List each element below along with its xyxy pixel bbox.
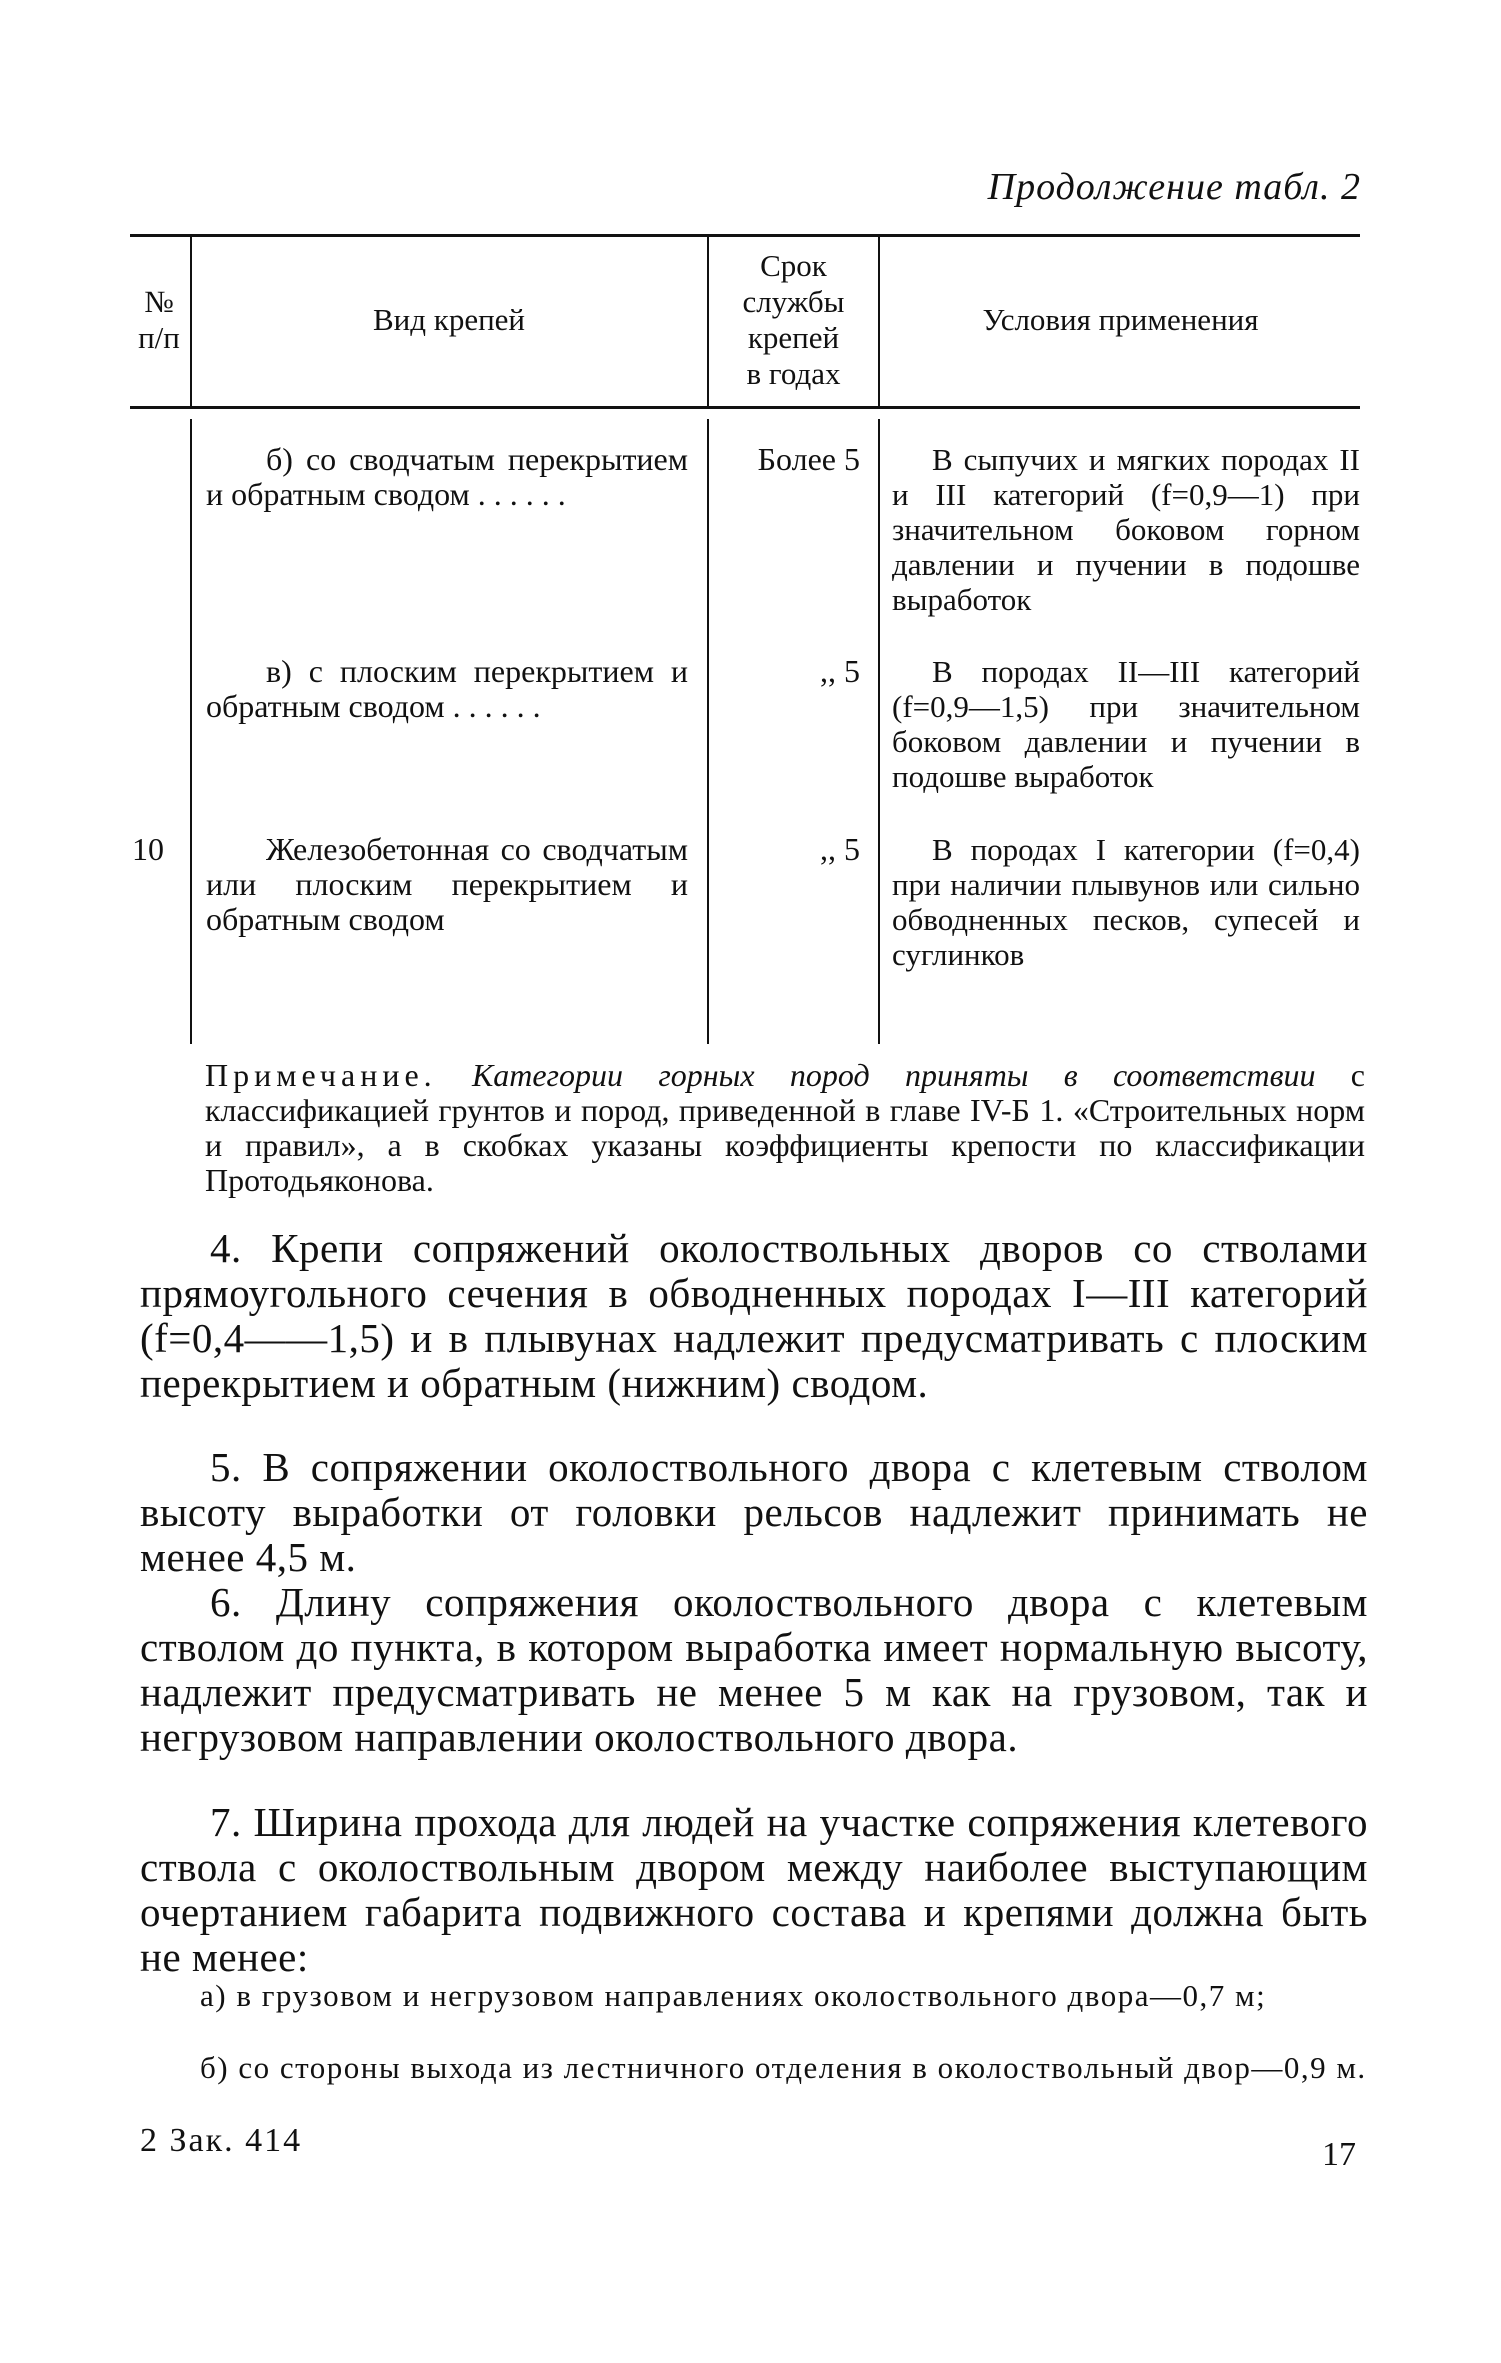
paragraph-4: 4. Крепи сопряжений околоствольных дворов со стволами прямоугольного сечения в обводненных породах I—III категорий (f=0,4——1,5) и в плывунах надлежит предусматривать с плоским перекрытием и обратным (нижним) сводом. — [140, 1225, 1368, 1406]
header-num: № п/п — [138, 284, 180, 355]
paragraph-6: 6. Длину сопряжения околоствольного двора с клетевым стволом до пункта, в котором выработка имеет нормальную высоту, надлежит предусматривать не менее 5 м как на грузовом, так и негрузовом направлении околоствольного двора. — [140, 1579, 1368, 1760]
paragraph-7: 7. Ширина прохода для людей на участке сопряжения клетевого ствола с околоствольным двором между наиболее выступающим очертанием габарита подвижного состава и крепями должна быть не менее: — [140, 1799, 1368, 1980]
footer-order-number: 2 Зак. 414 — [140, 2122, 303, 2159]
table-header-rule — [130, 406, 1360, 409]
column-divider — [878, 234, 880, 406]
row-kind: в) с плоским перекрытием и обратным сводом . . . . . . — [206, 653, 688, 724]
column-divider — [707, 234, 709, 406]
table-note — [205, 1058, 1365, 1198]
subitem-b: б) со стороны выхода из лестничного отделения в околоствольный двор—0,9 м. — [200, 2050, 1367, 2085]
note-label: Примечание. — [205, 1057, 437, 1093]
row-kind: Железобетонная со сводчатым или плоским перекрытием и обратным сводом — [206, 831, 688, 937]
row-num: 10 — [132, 831, 164, 867]
row-conditions: В сыпучих и мягких породах II и III категорий (f=0,9—1) при значительном боковом горном давлении и пучении в подошве выработок — [892, 442, 1360, 617]
row-conditions: В породах II—III категорий (f=0,9—1,5) при значительном боковом давлении и пучении в подошве выработок — [892, 654, 1360, 794]
note-text: с классификацией грунтов и пород, приведенной в главе IV-Б 1. «Строительных норм и правил», а в скобках указаны коэффициенты крепости по классификации Протодьяконова. — [205, 1057, 1365, 1198]
row-kind: б) со сводчатым перекрытием и обратным сводом . . . . . . — [206, 441, 688, 512]
row-conditions: В породах I категории (f=0,4) при наличии плывунов или сильно обводненных песков, супесей и суглинков — [892, 832, 1360, 972]
row-term: ,, 5 — [820, 653, 860, 689]
row-term: Более 5 — [757, 441, 860, 477]
column-divider — [190, 419, 192, 1044]
paragraph-5: 5. В сопряжении околоствольного двора с клетевым стволом высоту выработки от головки рельсов надлежит принимать не менее 4,5 м. — [140, 1444, 1368, 1580]
header-term: Срок службы крепей в годах — [742, 248, 845, 391]
header-conditions: Условия применения — [982, 302, 1259, 337]
header-kind: Вид крепей — [372, 302, 526, 337]
subitem-a: а) в грузовом и негрузовом направлениях околоствольного двора—0,7 м; — [200, 1978, 1267, 2013]
table-continuation-caption: Продолжение табл. 2 — [987, 166, 1361, 208]
note-italic-text: Категории горных пород приняты в соответствии — [471, 1057, 1316, 1093]
column-divider — [878, 419, 880, 1044]
row-term: ,, 5 — [820, 831, 860, 867]
column-divider — [707, 419, 709, 1044]
page-number: 17 — [1322, 2136, 1356, 2173]
mine-support-table — [130, 234, 1360, 1044]
